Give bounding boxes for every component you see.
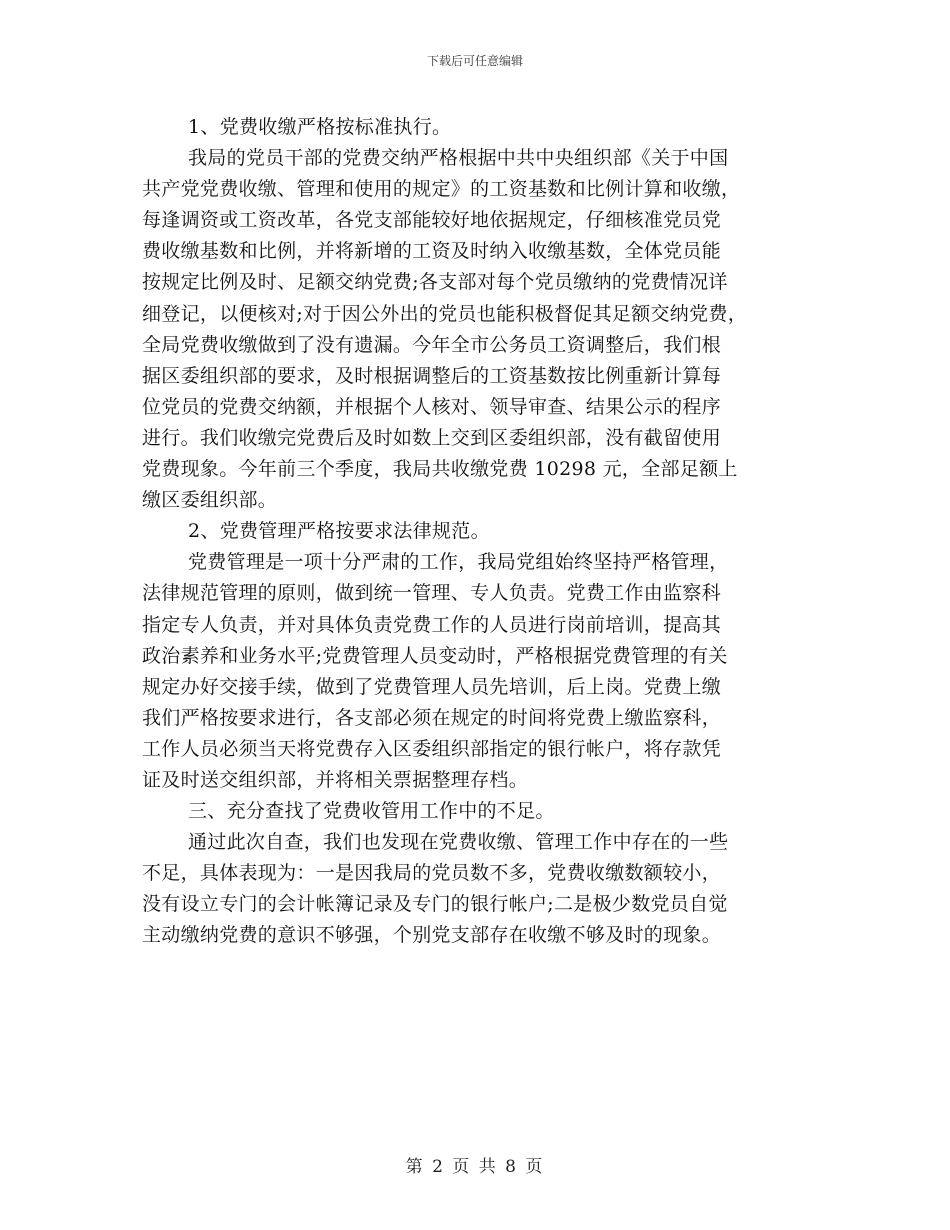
paragraph-line: 工作人员必须当天将党费存入区委组织部指定的银行帐户，将存款凭 bbox=[142, 737, 722, 760]
paragraph-line: 法律规范管理的原则，做到统一管理、专人负责。党费工作由监察科 bbox=[142, 582, 722, 605]
paragraph-line: 指定专人负责，并对具体负责党费工作的人员进行岗前培训，提高其 bbox=[142, 613, 722, 636]
paragraph-line: 细登记，以便核对;对于因公外出的党员也能积极督促其足额交纳党费， bbox=[142, 302, 748, 325]
paragraph-line: 我局的党员干部的党费交纳严格根据中共中央组织部《关于中国 bbox=[188, 147, 729, 170]
page-header-note: 下载后可任意编辑 bbox=[426, 54, 523, 68]
paragraph-line: 规定办好交接手续，做到了党费管理人员先培训，后上岗。党费上缴 bbox=[142, 675, 722, 698]
paragraph-line: 每逢调资或工资改革，各党支部能较好地依据规定，仔细核准党员党 bbox=[142, 209, 722, 232]
paragraph-line: 没有设立专门的会计帐簿记录及专门的银行帐户;二是极少数党员自觉 bbox=[142, 893, 728, 916]
paragraph-line: 党费现象。今年前三个季度，我局共收缴党费 10298 元，全部足额上 bbox=[142, 458, 738, 481]
paragraph-line: 证及时送交组织部，并将相关票据整理存档。 bbox=[142, 768, 529, 791]
paragraph-line: 共产党党费收缴、管理和使用的规定》的工资基数和比例计算和收缴， bbox=[142, 178, 741, 201]
section-heading-3: 三、充分查找了党费收管用工作中的不足。 bbox=[188, 800, 555, 823]
section-heading-1: 1、党费收缴严格按标准执行。 bbox=[188, 116, 452, 138]
paragraph-line: 费收缴基数和比例，并将新增的工资及时纳入收缴基数，全体党员能 bbox=[142, 240, 722, 263]
paragraph-line: 进行。我们收缴完党费后及时如数上交到区委组织部，没有截留使用 bbox=[142, 426, 722, 449]
section-heading-2: 2、党费管理严格按要求法律规范。 bbox=[188, 520, 490, 543]
paragraph-line: 位党员的党费交纳额，并根据个人核对、领导审查、结果公示的程序 bbox=[142, 395, 722, 418]
paragraph-line: 我们严格按要求进行，各支部必须在规定的时间将党费上缴监察科， bbox=[142, 706, 722, 729]
page-number: 第 2 页 共 8 页 bbox=[405, 1157, 545, 1177]
paragraph-line: 据区委组织部的要求，及时根据调整后的工资基数按比例重新计算每 bbox=[142, 364, 722, 387]
document-body bbox=[142, 112, 822, 952]
paragraph-line: 主动缴纳党费的意识不够强，个别党支部存在收缴不够及时的现象。 bbox=[142, 924, 722, 947]
paragraph-line: 党费管理是一项十分严肃的工作，我局党组始终坚持严格管理， bbox=[188, 551, 729, 574]
paragraph-line: 政治素养和业务水平;党费管理人员变动时，严格根据党费管理的有关 bbox=[142, 644, 728, 667]
paragraph-line: 全局党费收缴做到了没有遗漏。今年全市公务员工资调整后，我们根 bbox=[142, 333, 722, 356]
paragraph-line: 不足，具体表现为：一是因我局的党员数不多，党费收缴数额较小， bbox=[142, 862, 722, 885]
paragraph-line: 通过此次自查，我们也发现在党费收缴、管理工作中存在的一些 bbox=[188, 831, 729, 854]
paragraph-line: 按规定比例及时、足额交纳党费;各支部对每个党员缴纳的党费情况详 bbox=[142, 271, 728, 294]
paragraph-line: 缴区委组织部。 bbox=[142, 489, 278, 512]
